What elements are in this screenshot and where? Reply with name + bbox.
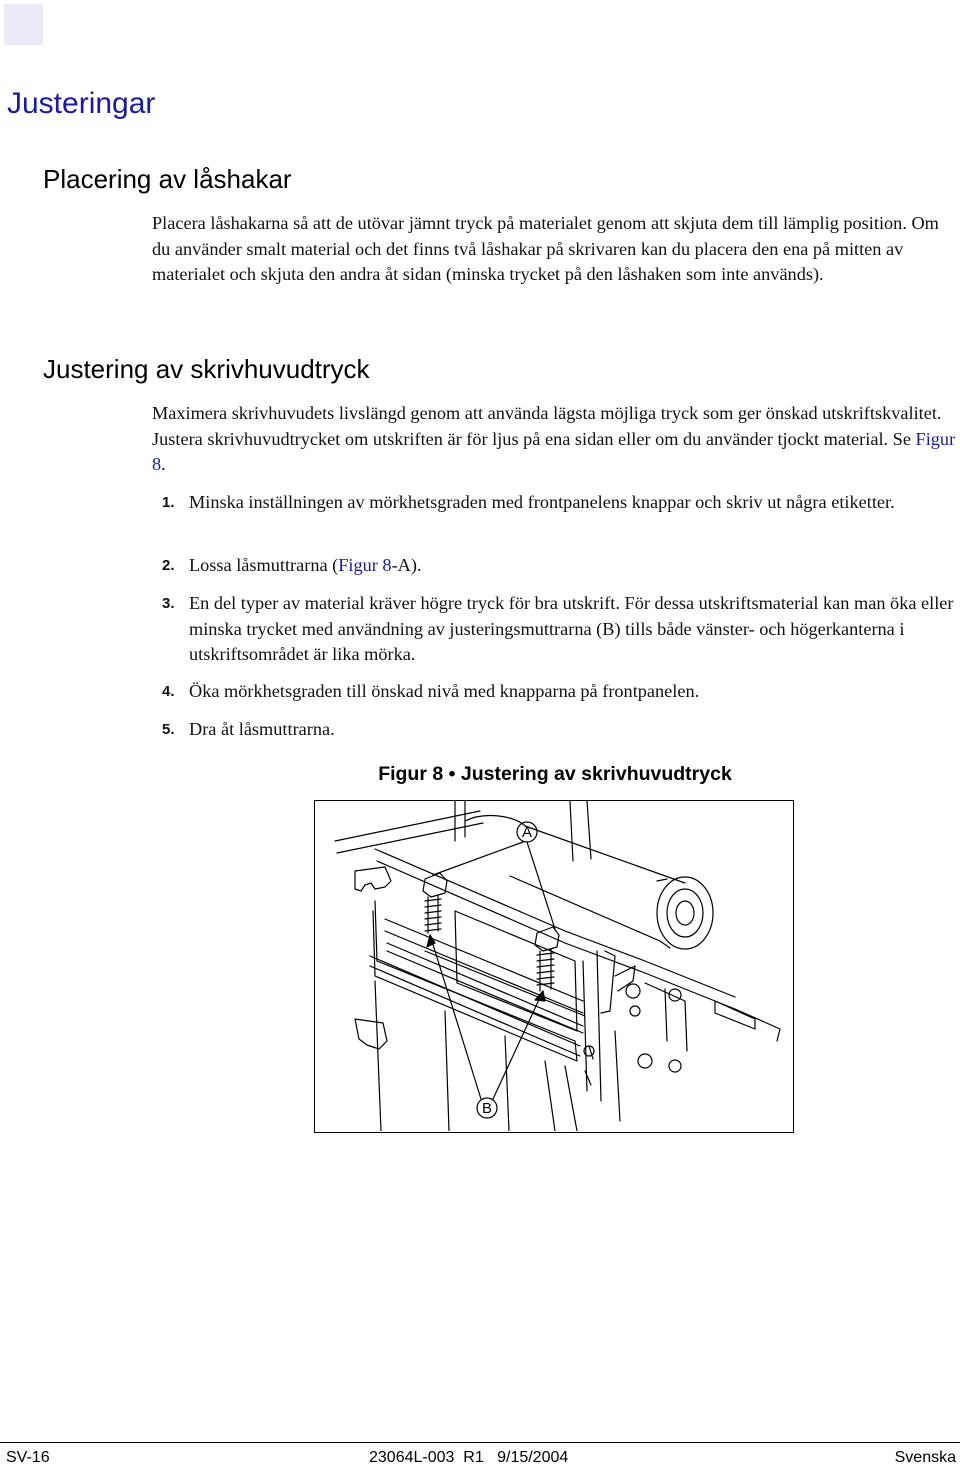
figure-link[interactable]: Figur 8 <box>152 428 956 474</box>
intro-text: Maximera skrivhuvudets livslängd genom att använda lägsta möjliga tryck som ger önskad utskriftskvalitet. Justera skrivhuvudtrycket om utskriften är för ljus på ena sidan eller om du använder tjockt material. Se <box>152 403 942 449</box>
step-number: 5. <box>162 721 175 738</box>
step-number: 3. <box>162 595 175 612</box>
footer-page-number: SV-16 <box>6 1449 50 1466</box>
footer-language: Svenska <box>894 1449 956 1466</box>
figure-link[interactable]: Figur 8 <box>338 555 392 575</box>
section-body-latches: Placera låshakarna så att de utövar jämnt tryck på materialet genom att skjuta dem till lämplig position. Om du använder smalt material och det finns två låshakar på skrivaren kan du placera den ena på mitten av materialet och skjuta den andra åt sidan (minska trycket på den låshaken som inte används). <box>152 213 939 284</box>
printhead-mechanism-illustration <box>315 801 792 1131</box>
step-4 <box>152 679 957 705</box>
step-5 <box>152 717 957 743</box>
section-intro-printhead-pressure <box>152 401 957 478</box>
step-text-after: -A). <box>391 555 422 575</box>
chapter-title: Justeringar <box>7 87 156 120</box>
corner-marker <box>4 4 43 45</box>
footer-rule <box>0 1442 960 1443</box>
step-text-before: Lossa låsmuttrarna ( <box>189 555 339 575</box>
footer-doc-info: 23064L-003 R1 9/15/2004 <box>369 1449 569 1466</box>
spring-b <box>535 927 559 991</box>
step-number: 2. <box>162 557 175 574</box>
step-text: Dra åt låsmuttrarna. <box>189 719 335 739</box>
section-title-latches: Placering av låshakar <box>43 164 292 194</box>
figure-caption: Figur 8 • Justering av skrivhuvudtryck <box>378 763 732 785</box>
label-a: A <box>521 824 533 841</box>
section-title-printhead-pressure: Justering av skrivhuvudtryck <box>43 354 370 384</box>
figure-printhead-mechanism <box>314 800 794 1133</box>
step-number: 1. <box>162 494 175 511</box>
step-2 <box>152 553 957 579</box>
intro-end: . <box>161 454 166 474</box>
label-b: B <box>481 1100 493 1117</box>
step-number: 4. <box>162 683 175 700</box>
step-text: En del typer av material kräver högre tryck för bra utskrift. För dessa utskriftsmaterial kan man öka eller minska trycket med användning av justeringsmuttrarna (B) tills både vänster- och högerkanterna i utskriftsområdet är lika mörka. <box>189 593 954 664</box>
step-text: Öka mörkhetsgraden till önskad nivå med knapparna på frontpanelen. <box>189 681 700 701</box>
step-3 <box>152 591 957 668</box>
step-1 <box>152 490 957 516</box>
step-text: Minska inställningen av mörkhetsgraden med frontpanelens knappar och skriv ut några etiketter. <box>189 492 895 512</box>
step-text <box>189 553 957 579</box>
